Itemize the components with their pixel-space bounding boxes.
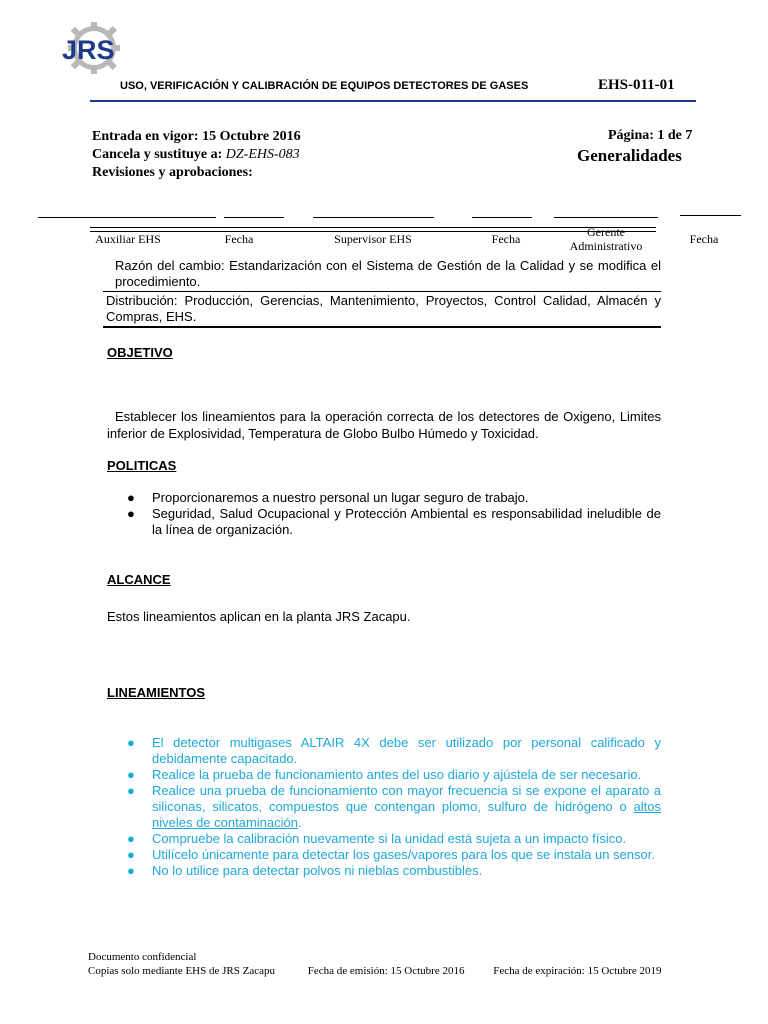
list-item: ● Realice la prueba de funcionamiento antes del uso diario y ajústela de ser necesario. [127,767,642,782]
objetivo-text: Establecer los lineamientos para la operación correcta de los detectores de Oxigeno, Limites inferior de Explosividad, Temperatura de Globo Bulbo Húmedo y Toxicidad. [107,409,661,441]
signature-line-auxiliar [38,217,216,218]
bullet-icon: ● [127,831,135,846]
signature-label-fecha-2: Fecha [491,232,521,246]
cancels-label: Cancela y sustituye a: [92,147,223,162]
list-item: ● Compruebe la calibración nuevamente si la unidad está sujeta a un impacto físico. [127,831,627,846]
document-metadata [92,128,301,182]
signature-line-supervisor [313,217,434,218]
signature-line-fecha-3 [680,215,741,216]
list-item: ● Seguridad, Salud Ocupacional y Protección Ambiental es responsabilidad ineludible de la línea de organización. [127,506,661,537]
bullet-icon: ● [127,847,135,862]
signature-line-fecha-2 [472,217,532,218]
page-indicator: Página: 1 de 7 [608,128,693,143]
section-name: Generalidades [577,146,682,165]
effective-date: 15 Octubre 2016 [202,129,301,144]
company-logo [58,20,122,76]
change-reason: Razón del cambio: Estandarización con el Sistema de Gestión de la Calidad y se modifica el procedimiento. [115,258,661,289]
alcance-heading: ALCANCE [107,572,171,587]
signature-label-supervisor: Supervisor EHS [334,232,412,246]
footer-copies: Copias solo mediante EHS de JRS Zacapu [88,965,275,977]
effective-label: Entrada en vigor: [92,129,199,144]
revisions-label: Revisiones y aprobaciones: [92,165,253,180]
objetivo-heading: OBJETIVO [107,345,173,360]
bullet-icon: ● [127,783,135,798]
signature-label-auxiliar: Auxiliar EHS [95,232,161,246]
signature-line-fecha-1 [224,217,284,218]
bullet-icon: ● [127,863,135,878]
distribution-list: Distribución: Producción, Gerencias, Mantenimiento, Proyectos, Control Calidad, Almacén y Compras, EHS. [106,293,661,324]
list-item: ● Utilícelo únicamente para detectar los gases/vapores para los que se instala un sensor. [127,847,655,862]
signature-label-fecha-1: Fecha [224,232,254,246]
svg-text:JRS: JRS [62,35,115,65]
footer-expiry-date: Fecha de expiración: 15 Octubre 2019 [493,965,662,977]
list-item: ● Realice una prueba de funcionamiento con mayor frecuencia si se expone el aparato a siliconas, silicatos, compuestos que contengan plomo, sulfuro de hidrógeno o altos niveles de contaminación. [127,783,661,830]
contamination-link[interactable]: altos niveles de contaminación [152,799,661,830]
signature-label-fecha-3: Fecha [689,232,719,246]
bullet-icon: ● [127,767,135,782]
bullet-icon: ● [127,490,135,505]
page-footer [88,950,662,978]
alcance-text: Estos lineamientos aplican en la planta JRS Zacapu. [107,609,411,624]
bullet-icon: ● [127,735,135,750]
document-title: USO, VERIFICACIÓN Y CALIBRACIÓN DE EQUIPOS DETECTORES DE GASES [120,80,529,92]
footer-confidential: Documento confidencial [88,951,197,963]
signature-line-gerente [554,217,658,218]
list-item: ● El detector multigases ALTAIR 4X debe ser utilizado por personal calificado y debidamente capacitado. [127,735,661,766]
bullet-icon: ● [127,506,135,521]
change-separator [103,291,661,292]
lineamientos-heading: LINEAMIENTOS [107,685,205,700]
list-item: ● No lo utilice para detectar polvos ni nieblas combustibles. [127,863,483,878]
footer-issue-date: Fecha de emisión: 15 Octubre 2016 [307,965,465,977]
document-code: EHS-011-01 [598,77,675,93]
list-item: ● Proporcionaremos a nuestro personal un lugar seguro de trabajo. [127,490,529,505]
signature-label-gerente: Gerente Administrativo [569,225,643,253]
header-rule [90,100,696,102]
lineamientos-list [107,735,661,879]
politicas-list [107,490,661,538]
change-record [103,258,661,328]
politicas-heading: POLITICAS [107,458,177,473]
change-bottom-rule [103,326,661,328]
cancels-value: DZ-EHS-083 [225,147,300,162]
